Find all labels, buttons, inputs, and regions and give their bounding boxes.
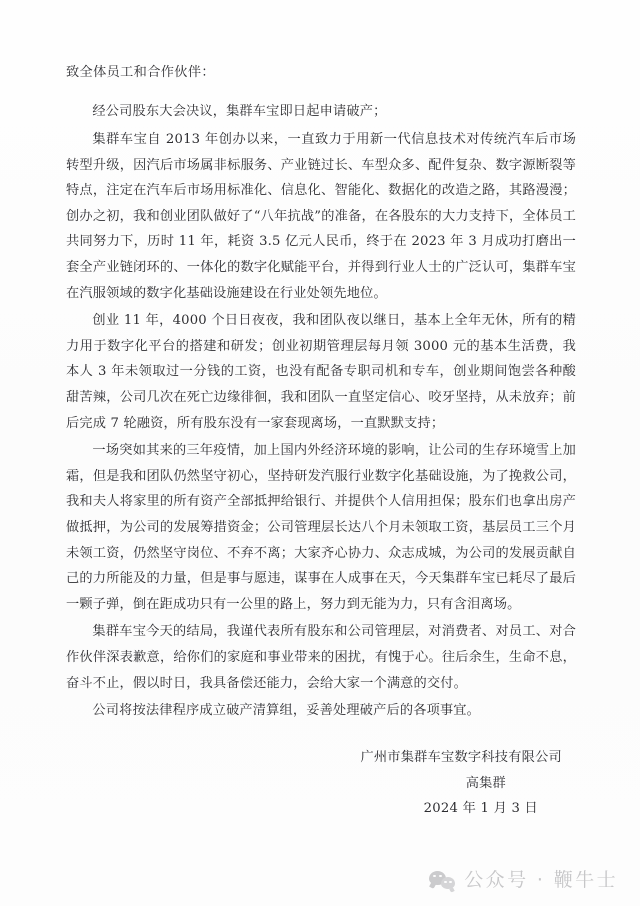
document-body xyxy=(66,63,576,724)
signature-person: 高集群 xyxy=(465,775,506,791)
wechat-icon xyxy=(429,870,455,892)
salutation: 致全体员工和合作伙伴： xyxy=(66,65,215,80)
watermark-label: 公众号 · 鞭牛士 xyxy=(464,869,618,891)
paragraph-6: 公司将按法律程序成立破产清算组，妥善处理破产后的各项事宜。 xyxy=(92,703,481,719)
footer-watermark xyxy=(0,855,640,906)
paragraph-3: 创业 11 年，4000 个日日夜夜，我和团队夜以继日，基本上全年无休，所有的精力用于数字化平台的搭建和研发；创业初期管理层每月领 3000 元的基本生活费，我本人 3 年未领取过一分钱的工资，也没有配备专职司机和专车，创业期间饱尝各种酸甜苦辣，公司几次在死亡边缘徘徊，我和团队一直坚定信心、咬牙坚持，从未放弃；前后完成 7 轮融资，所有股东没有一家套现离场，一直默默支持； xyxy=(66,313,576,431)
signature-block xyxy=(66,745,576,822)
paragraph-5: 集群车宝今天的结局，我谨代表所有股东和公司管理层，对消费者、对员工、对合作伙伴深表歉意，给你们的家庭和事业带来的困扰，有愧于心。往后余生，生命不息，奋斗不止，假以时日，我具备偿还能力，会给大家一个满意的交付。 xyxy=(66,624,576,691)
paragraph-4: 一场突如其来的三年疫情，加上国内外经济环境的影响，让公司的生存环境雪上加霜，但是我和团队仍然坚守初心，坚持研发汽服行业数字化基础设施，为了挽救公司，我和夫人将家里的所有资产全部抵押给银行、并提供个人信用担保；股东们也拿出房产做抵押，为公司的发展筹措资金；公司管理层长达八个月未领取工资，基层员工三个月未领工资，仍然坚守岗位、不弃不离；大家齐心协力、众志成城，为公司的发展贡献自己的力所能及的力量，但是事与愿违，谋事在人成事在天，今天集群车宝已耗尽了最后一颗子弹，倒在距成功只有一公里的路上，努力到无能为力，只有含泪离场。 xyxy=(66,443,576,612)
paragraph-2: 集群车宝自 2013 年创办以来，一直致力于用新一代信息技术对传统汽车后市场转型升级，因汽后市场属非标服务、产业链过长、车型众多、配件复杂、数字源断裂等特点，注定在汽车后市场用标准化、信息化、智能化、数据化的改造之路，其路漫漫；创办之初，我和创业团队做好了“八年抗战”的准备，在各股东的大力支持下，全体员工共同努力下，历时 11 年，耗资 3.5 亿元人民币，终于在 2023 年 3 月成功打磨出一套全产业链闭环的、一体化的数字化赋能平台，并得到行业人士的广泛认可，集群车宝在汽服领域的数字化基础设施建设在行业处领先地位。 xyxy=(66,132,576,301)
signature-date: 2024 年 1 月 3 日 xyxy=(423,801,538,817)
signature-company: 广州市集群车宝数字科技有限公司 xyxy=(360,750,562,765)
paragraph-1: 经公司股东大会决议，集群车宝即日起申请破产； xyxy=(92,104,387,120)
